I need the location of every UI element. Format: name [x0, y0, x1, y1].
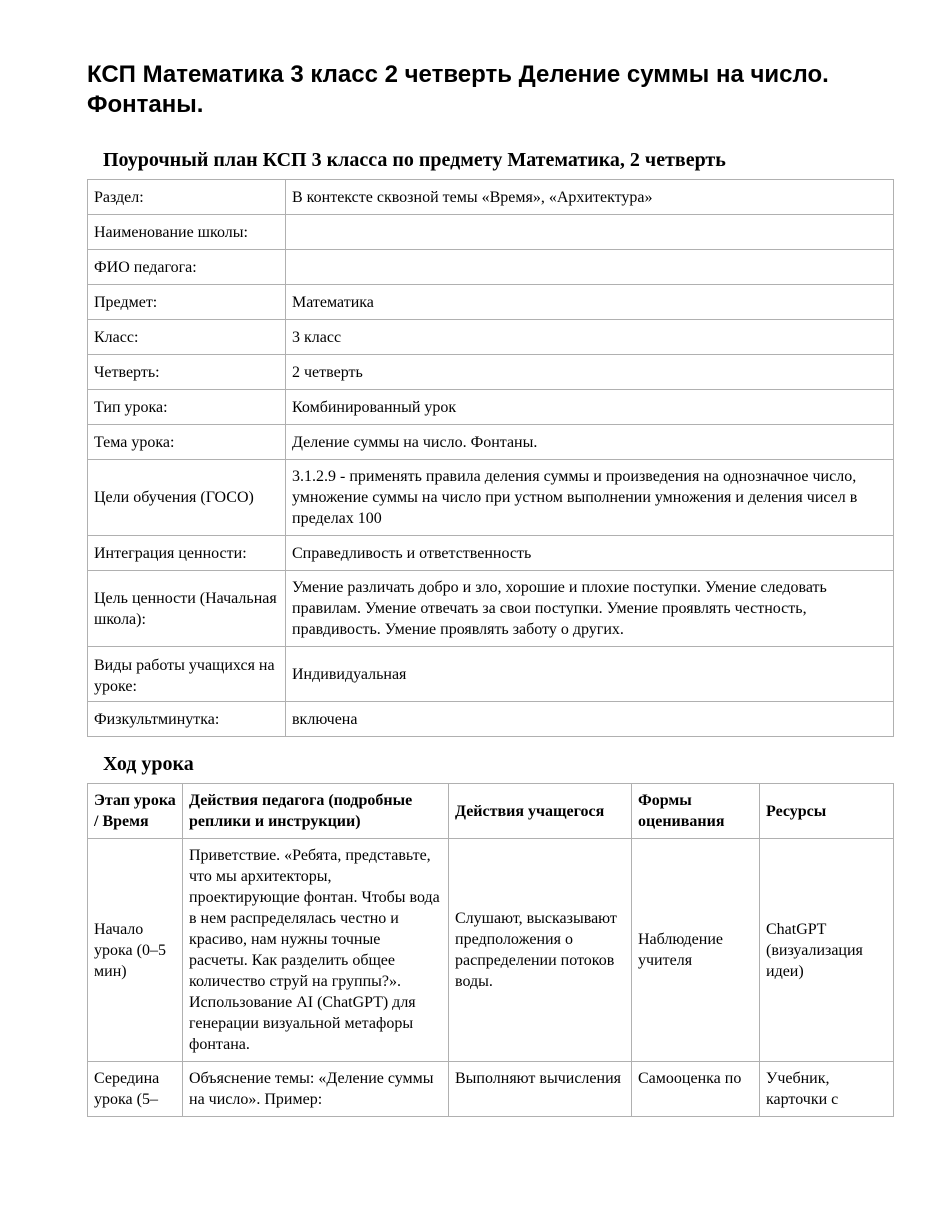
table-row	[88, 839, 894, 1062]
info-value: Комбинированный урок	[286, 390, 894, 425]
info-value	[286, 250, 894, 285]
cell-student-actions: Слушают, высказывают предположения о распределении потоков воды.	[449, 839, 632, 1062]
info-label: Физкультминутка:	[88, 702, 286, 737]
table-row	[88, 1062, 894, 1117]
header-assessment: Формы оценивания	[632, 784, 760, 839]
table-row	[88, 647, 894, 702]
header-resources: Ресурсы	[760, 784, 894, 839]
info-value: Справедливость и ответственность	[286, 536, 894, 571]
course-table-viewport	[87, 776, 894, 1156]
lesson-info-table	[87, 179, 894, 737]
header-teacher-actions: Действия педагога (подробные реплики и инструкции)	[183, 784, 449, 839]
cell-assessment: Самооценка по	[632, 1062, 760, 1117]
header-student-actions: Действия учащегося	[449, 784, 632, 839]
info-label: Тема урока:	[88, 425, 286, 460]
info-value: 3.1.2.9 - применять правила деления суммы и произведения на однозначное число, умножение суммы на число при устном выполнении умножения и деления чисел в пределах 100	[286, 460, 894, 536]
table-row	[88, 180, 894, 215]
table-row	[88, 355, 894, 390]
info-label: Предмет:	[88, 285, 286, 320]
cell-assessment: Наблюдение учителя	[632, 839, 760, 1062]
info-label: ФИО педагога:	[88, 250, 286, 285]
course-heading: Ход урока	[103, 753, 194, 775]
info-label: Цели обучения (ГОСО)	[88, 460, 286, 536]
info-label: Раздел:	[88, 180, 286, 215]
cell-resources: Учебник, карточки с	[760, 1062, 894, 1117]
cell-teacher-actions: Объяснение темы: «Деление суммы на число». Пример:	[183, 1062, 449, 1117]
info-label: Наименование школы:	[88, 215, 286, 250]
table-row	[88, 702, 894, 737]
table-header-row	[88, 784, 894, 839]
table-row	[88, 536, 894, 571]
table-row	[88, 285, 894, 320]
table-row	[88, 390, 894, 425]
document-page	[87, 0, 893, 1156]
info-value: Умение различать добро и зло, хорошие и плохие поступки. Умение следовать правилам. Умение отвечать за свои поступки. Умение проявлять честность, правдивость. Умение проявлять заботу о других.	[286, 571, 894, 647]
info-value: Математика	[286, 285, 894, 320]
table-row	[88, 460, 894, 536]
info-value: 3 класс	[286, 320, 894, 355]
table-row	[88, 425, 894, 460]
cell-resources: ChatGPT (визуализация идеи)	[760, 839, 894, 1062]
info-label: Виды работы учащихся на уроке:	[88, 647, 286, 702]
cell-stage: Середина урока (5–	[88, 1062, 183, 1117]
info-value: Индивидуальная	[286, 647, 894, 702]
info-value: включена	[286, 702, 894, 737]
plan-heading: Поурочный план КСП 3 класса по предмету Математика, 2 четверть	[103, 149, 726, 171]
header-stage: Этап урока / Время	[88, 784, 183, 839]
info-label: Тип урока:	[88, 390, 286, 425]
document-title: КСП Математика 3 класс 2 четверть Деление суммы на число. Фонтаны.	[87, 61, 829, 118]
cell-student-actions: Выполняют вычисления	[449, 1062, 632, 1117]
table-row	[88, 250, 894, 285]
lesson-course-table	[87, 783, 894, 1117]
table-row	[88, 320, 894, 355]
info-value: В контексте сквозной темы «Время», «Архитектура»	[286, 180, 894, 215]
table-row	[88, 215, 894, 250]
cell-teacher-actions: Приветствие. «Ребята, представьте, что мы архитекторы, проектирующие фонтан. Чтобы вода в нем распределялась честно и красиво, нам нужны точные расчеты. Как разделить общее количество струй на группы?». Использование AI (ChatGPT) для генерации визуальной метафоры фонтана.	[183, 839, 449, 1062]
info-value: Деление суммы на число. Фонтаны.	[286, 425, 894, 460]
info-label: Цель ценности (Начальная школа):	[88, 571, 286, 647]
info-label: Интеграция ценности:	[88, 536, 286, 571]
table-row	[88, 571, 894, 647]
info-value: 2 четверть	[286, 355, 894, 390]
info-value	[286, 215, 894, 250]
cell-stage: Начало урока (0–5 мин)	[88, 839, 183, 1062]
info-label: Четверть:	[88, 355, 286, 390]
info-label: Класс:	[88, 320, 286, 355]
